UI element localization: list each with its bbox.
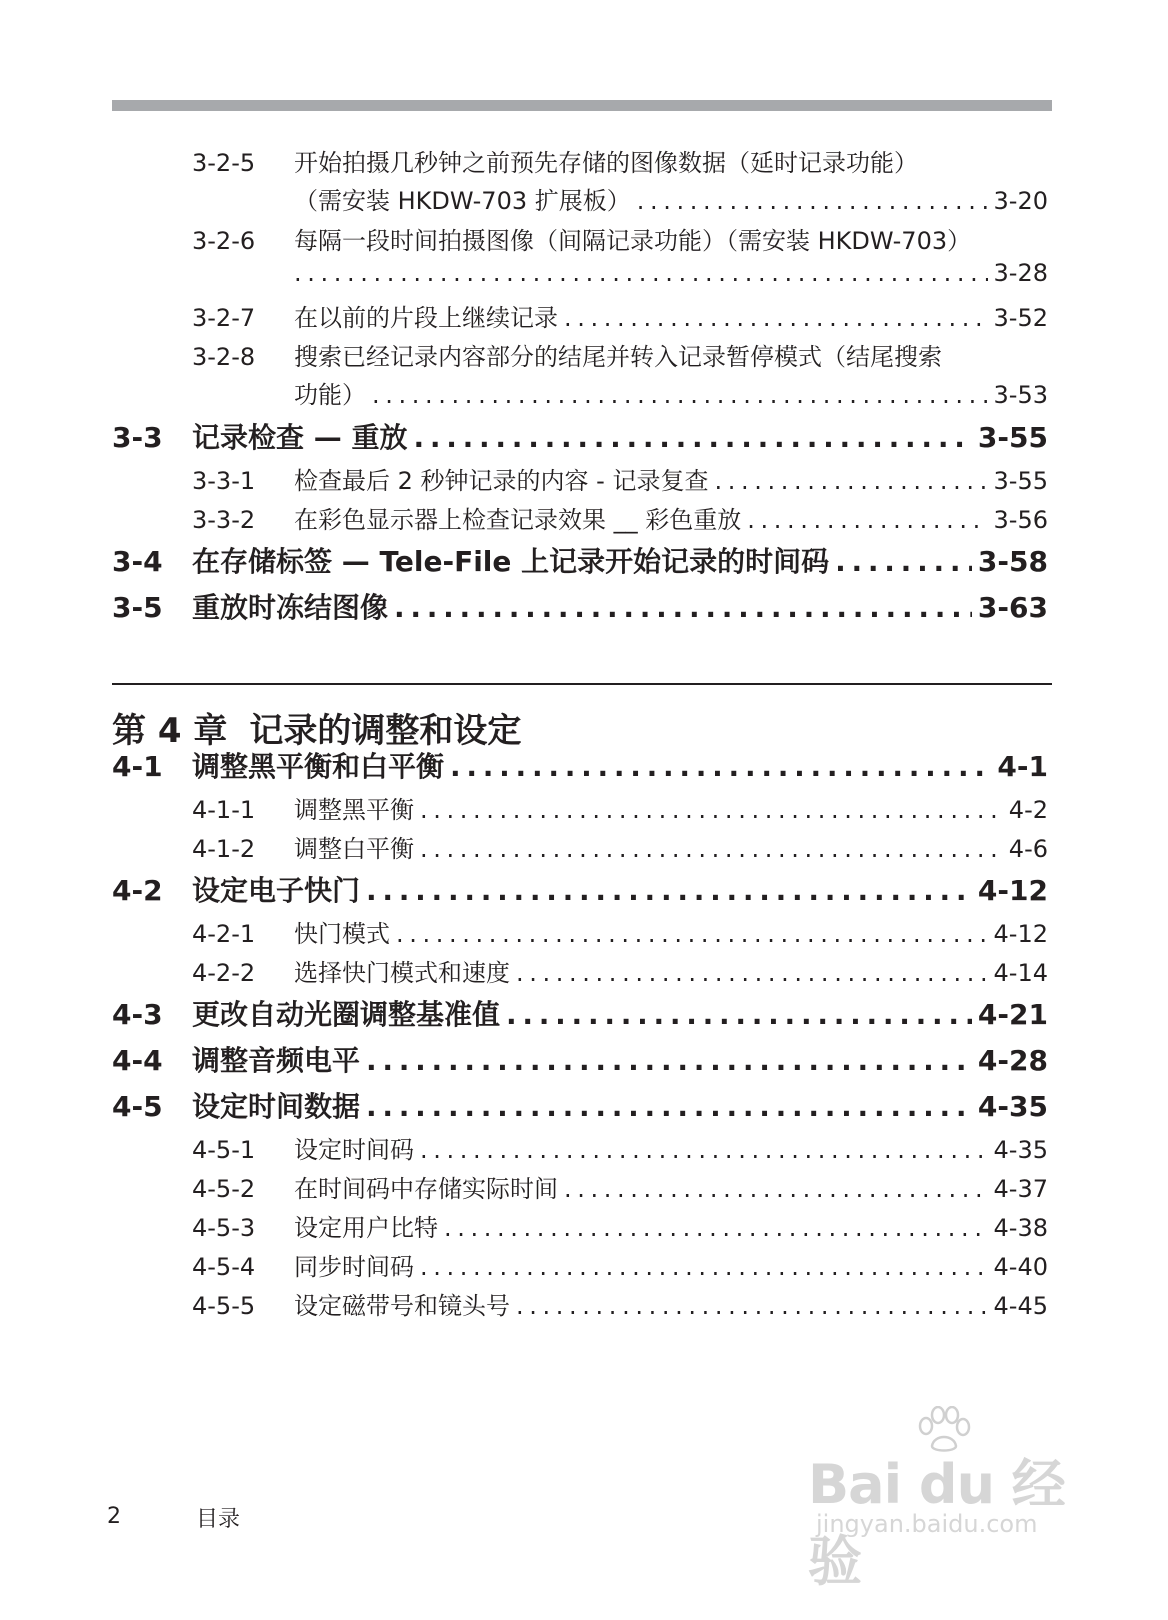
entry-title: 同步时间码 bbox=[294, 1253, 414, 1281]
entry-title: 调整白平衡 bbox=[294, 835, 414, 863]
dot-leader bbox=[420, 1136, 988, 1164]
section-title: 设定电子快门 bbox=[192, 874, 361, 907]
section-title: 记录检查 — 重放 bbox=[192, 421, 408, 454]
entry-page: 3-20 bbox=[993, 187, 1048, 215]
entry-number: 3-2-8 bbox=[192, 343, 256, 371]
dot-leader bbox=[747, 506, 987, 534]
dot-leader bbox=[714, 467, 987, 495]
toc-entry-continuation[interactable] bbox=[294, 375, 1048, 410]
dot-leader bbox=[420, 835, 1003, 863]
entry-page: 4-14 bbox=[993, 959, 1048, 987]
section-title: 设定时间数据 bbox=[192, 1090, 361, 1123]
entry-number: 3-3-1 bbox=[192, 467, 256, 495]
chapter-number: 第 4 章 bbox=[112, 711, 228, 751]
watermark-url: jingyan.baidu.com bbox=[816, 1510, 1038, 1538]
entry-page: 4-37 bbox=[993, 1175, 1048, 1203]
toc-entry-continuation[interactable] bbox=[294, 181, 1048, 216]
dot-leader bbox=[835, 545, 972, 578]
section-page: 4-12 bbox=[977, 874, 1048, 907]
entry-page: 3-28 bbox=[993, 259, 1048, 287]
dot-leader bbox=[414, 421, 972, 454]
entry-number: 3-3-2 bbox=[192, 506, 256, 534]
toc-entry[interactable] bbox=[192, 461, 1048, 496]
section-page: 3-63 bbox=[977, 591, 1048, 624]
section-title: 调整音频电平 bbox=[192, 1044, 361, 1077]
toc-section[interactable] bbox=[112, 1085, 1048, 1125]
entry-number: 4-5-5 bbox=[192, 1292, 256, 1320]
toc-entry[interactable] bbox=[192, 143, 1048, 178]
dot-leader bbox=[372, 381, 988, 409]
dot-leader bbox=[564, 1175, 988, 1203]
entry-number: 4-1-2 bbox=[192, 835, 256, 863]
toc-entry[interactable] bbox=[192, 1208, 1048, 1243]
dot-leader bbox=[396, 920, 988, 948]
dot-leader bbox=[394, 591, 972, 624]
chapter-heading bbox=[112, 703, 521, 752]
entry-title: 选择快门模式和速度 bbox=[294, 959, 510, 987]
dot-leader bbox=[637, 187, 988, 215]
entry-title: 在彩色显示器上检查记录效果 __ 彩色重放 bbox=[294, 506, 742, 534]
entry-number: 3-2-6 bbox=[192, 227, 256, 255]
entry-page: 3-55 bbox=[993, 467, 1048, 495]
entry-title: 设定时间码 bbox=[294, 1136, 414, 1164]
section-number: 4-2 bbox=[112, 874, 163, 907]
section-number: 3-5 bbox=[112, 591, 163, 624]
toc-section[interactable] bbox=[112, 540, 1048, 580]
toc-entry[interactable] bbox=[192, 1286, 1048, 1321]
toc-entry[interactable] bbox=[192, 829, 1048, 864]
toc-section[interactable] bbox=[112, 416, 1048, 456]
entry-page: 4-38 bbox=[993, 1214, 1048, 1242]
dot-leader bbox=[366, 1090, 972, 1123]
entry-page: 4-40 bbox=[993, 1253, 1048, 1281]
toc-entry-continuation[interactable] bbox=[294, 259, 1048, 287]
section-page: 3-55 bbox=[977, 421, 1048, 454]
baidu-watermark bbox=[808, 1406, 1088, 1593]
chapter-title: 记录的调整和设定 bbox=[249, 711, 522, 751]
entry-title: 搜索已经记录内容部分的结尾并转入记录暂停模式（结尾搜索 bbox=[294, 343, 942, 371]
section-title: 更改自动光圈调整基准值 bbox=[192, 998, 501, 1031]
entry-title: （需安装 HKDW-703 扩展板） bbox=[294, 187, 631, 215]
toc-entry[interactable] bbox=[192, 337, 1048, 372]
entry-title: 开始拍摄几秒钟之前预先存储的图像数据（延时记录功能） bbox=[294, 149, 918, 177]
entry-number: 4-5-1 bbox=[192, 1136, 256, 1164]
dot-leader bbox=[420, 796, 1003, 824]
section-page: 4-28 bbox=[977, 1044, 1048, 1077]
entry-title: 功能） bbox=[294, 381, 366, 409]
toc-section[interactable] bbox=[112, 993, 1048, 1033]
dot-leader bbox=[444, 1214, 988, 1242]
entry-page: 4-12 bbox=[993, 920, 1048, 948]
toc-section[interactable] bbox=[112, 869, 1048, 909]
toc-entry[interactable] bbox=[192, 298, 1048, 333]
section-number: 4-1 bbox=[112, 750, 163, 783]
toc-entry[interactable] bbox=[192, 1247, 1048, 1282]
entry-number: 3-2-7 bbox=[192, 304, 256, 332]
section-number: 4-4 bbox=[112, 1044, 163, 1077]
entry-title: 设定用户比特 bbox=[294, 1214, 438, 1242]
dot-leader bbox=[450, 750, 991, 783]
toc-entry[interactable] bbox=[192, 1130, 1048, 1165]
entry-page: 4-2 bbox=[1008, 796, 1048, 824]
dot-leader bbox=[366, 874, 972, 907]
section-number: 3-3 bbox=[112, 421, 163, 454]
entry-title: 在以前的片段上继续记录 bbox=[294, 304, 558, 332]
section-number: 4-3 bbox=[112, 998, 163, 1031]
toc-section[interactable] bbox=[112, 586, 1048, 626]
entry-page: 3-52 bbox=[993, 304, 1048, 332]
toc-entry[interactable] bbox=[192, 914, 1048, 949]
section-page: 4-1 bbox=[997, 750, 1048, 783]
entry-number: 3-2-5 bbox=[192, 149, 256, 177]
entry-number: 4-5-3 bbox=[192, 1214, 256, 1242]
dot-leader bbox=[294, 259, 988, 287]
section-page: 4-21 bbox=[977, 998, 1048, 1031]
entry-title: 调整黑平衡 bbox=[294, 796, 414, 824]
toc-entry[interactable] bbox=[192, 953, 1048, 988]
entry-title: 快门模式 bbox=[294, 920, 390, 948]
footer-section-label: 目录 bbox=[196, 1507, 241, 1532]
entry-number: 4-2-2 bbox=[192, 959, 256, 987]
dot-leader bbox=[506, 998, 972, 1031]
entry-page: 4-35 bbox=[993, 1136, 1048, 1164]
watermark-logo-text: Bai du 经验 bbox=[808, 1453, 1065, 1593]
entry-page: 3-53 bbox=[993, 381, 1048, 409]
section-page: 4-35 bbox=[977, 1090, 1048, 1123]
dot-leader bbox=[516, 1292, 988, 1320]
entry-title: 设定磁带号和镜头号 bbox=[294, 1292, 510, 1320]
chapter-divider bbox=[112, 683, 1052, 685]
entry-title: 检查最后 2 秒钟记录的内容 - 记录复查 bbox=[294, 467, 709, 495]
section-title: 重放时冻结图像 bbox=[192, 591, 389, 624]
dot-leader bbox=[516, 959, 988, 987]
entry-number: 4-2-1 bbox=[192, 920, 256, 948]
toc-entry[interactable] bbox=[192, 221, 1048, 256]
section-number: 3-4 bbox=[112, 545, 163, 578]
toc-entry[interactable] bbox=[192, 500, 1048, 535]
entry-title: 每隔一段时间拍摄图像（间隔记录功能）（需安装 HKDW-703） bbox=[294, 227, 972, 255]
footer-page-number: 2 bbox=[107, 1504, 121, 1529]
dot-leader bbox=[564, 304, 988, 332]
toc-entry[interactable] bbox=[192, 790, 1048, 825]
entry-number: 4-1-1 bbox=[192, 796, 256, 824]
section-title: 在存储标签 — Tele-File 上记录开始记录的时间码 bbox=[192, 545, 830, 578]
toc-section[interactable] bbox=[112, 1039, 1048, 1079]
section-title: 调整黑平衡和白平衡 bbox=[192, 750, 445, 783]
entry-page: 4-6 bbox=[1008, 835, 1048, 863]
entry-page: 4-45 bbox=[993, 1292, 1048, 1320]
entry-number: 4-5-4 bbox=[192, 1253, 256, 1281]
dot-leader bbox=[420, 1253, 988, 1281]
toc-entry[interactable] bbox=[192, 1169, 1048, 1204]
entry-number: 4-5-2 bbox=[192, 1175, 256, 1203]
section-number: 4-5 bbox=[112, 1090, 163, 1123]
dot-leader bbox=[366, 1044, 972, 1077]
entry-page: 3-56 bbox=[993, 506, 1048, 534]
section-page: 3-58 bbox=[977, 545, 1048, 578]
entry-title: 在时间码中存储实际时间 bbox=[294, 1175, 558, 1203]
